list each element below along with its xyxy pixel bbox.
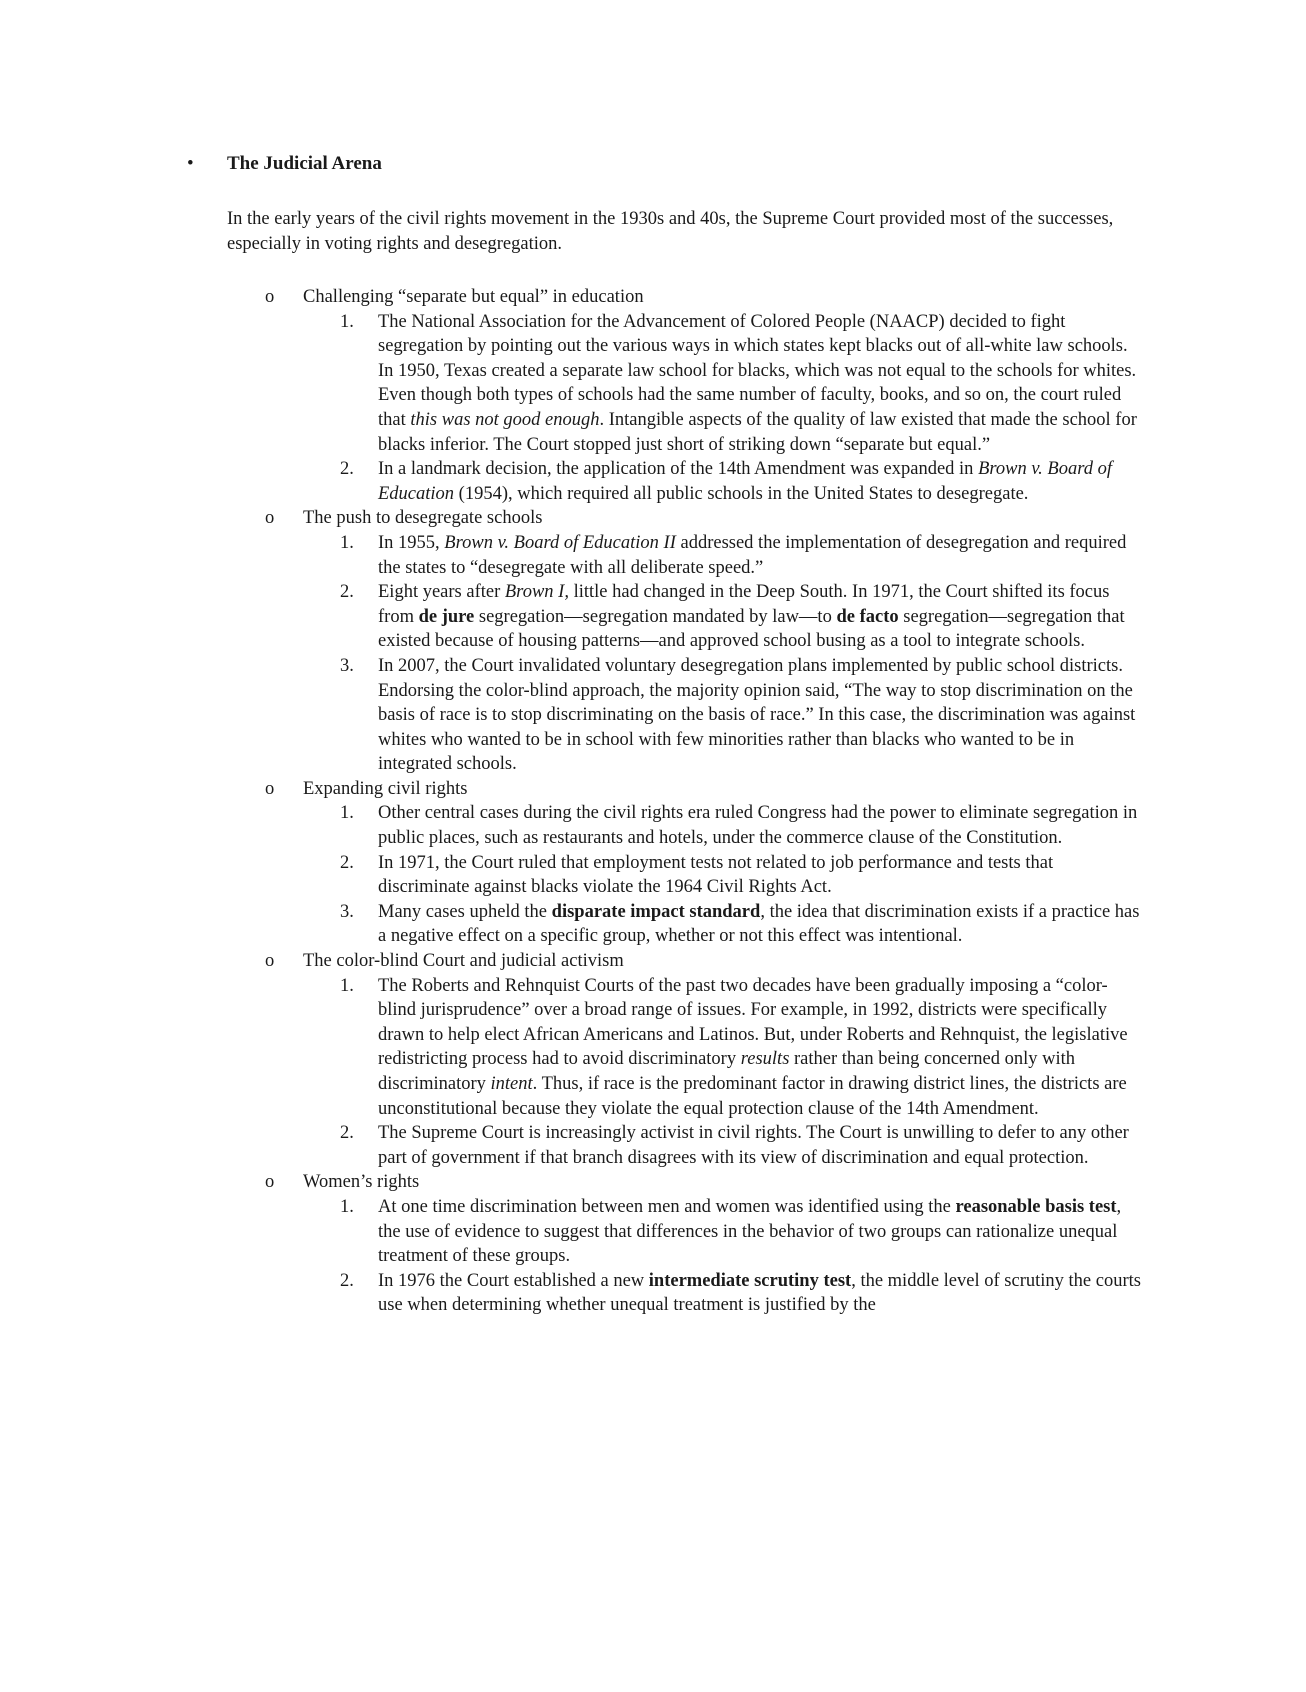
section-title	[265, 506, 1145, 531]
outline-list	[265, 285, 1145, 1318]
italic-text: Brown v. Board of Education II	[444, 532, 676, 553]
text-segment: In 2007, the Court invalidated voluntary desegregation plans implemented by public school districts. Endorsing the color-blind approach, the majority opinion said, “The way to stop discrimination on the basis of race is to stop discriminating on the basis of race.” In this case, the discrimination was against whites who wanted to be in school with few minorities rather than blacks who wanted to be in integrated schools.	[378, 655, 1136, 775]
item-number: 1.	[340, 1196, 354, 1217]
item-text	[378, 533, 1126, 578]
list-item	[265, 580, 1145, 654]
text-segment: . Thus, if race is the predominant factor in drawing district lines, the districts are unconstitutional because they violate the equal protection clause of the 14th Amendment.	[378, 1074, 1127, 1119]
circle-bullet-icon: o	[265, 951, 275, 972]
heading-title: The Judicial Arena	[227, 153, 382, 174]
item-text	[378, 656, 1135, 774]
section-title	[265, 949, 1145, 974]
item-number: 1.	[340, 311, 354, 332]
italic-text: Brown v. Board of Education	[378, 459, 1113, 504]
list-item	[265, 531, 1145, 580]
text-segment: Other central cases during the civil rights era ruled Congress had the power to eliminate segregation in public places, such as restaurants and hotels, under the commerce clause of the Constitution.	[378, 803, 1138, 849]
list-item	[265, 1121, 1145, 1170]
item-number: 2.	[340, 852, 354, 873]
numbered-list	[265, 531, 1145, 777]
item-text	[378, 582, 1125, 651]
item-number: 2.	[340, 1123, 354, 1144]
italic-text: results	[740, 1049, 790, 1070]
intro-paragraph: In the early years of the civil rights movement in the 1930s and 40s, the Supreme Court provided most of the successes, especially in voting rights and desegregation.	[227, 209, 1114, 254]
text-segment: , the middle level of scrutiny the courts use when determining whether unequal treatment is justified by the	[378, 1270, 1141, 1316]
list-item	[265, 310, 1145, 458]
item-text	[378, 1123, 1129, 1168]
section-title	[265, 285, 1145, 310]
item-text	[378, 312, 1137, 455]
bold-term: reasonable basis test	[955, 1196, 1117, 1217]
text-segment: addressed the implementation of desegregation and required the states to “desegregate with all deliberate speed.”	[378, 532, 1127, 578]
circle-bullet-icon: o	[265, 1172, 275, 1193]
circle-bullet-icon: o	[265, 778, 275, 799]
item-text	[378, 1271, 1141, 1316]
list-item	[265, 900, 1145, 949]
list-item	[265, 801, 1145, 850]
item-number: 1.	[340, 532, 354, 553]
text-segment: In 1955,	[378, 532, 445, 553]
list-item	[265, 457, 1145, 506]
item-number: 2.	[340, 582, 354, 603]
text-segment: In 1971, the Court ruled that employment tests not related to job performance and tests that discriminate against blacks violate the 1964 Civil Rights Act.	[378, 852, 1054, 898]
italic-text: Brown I,	[504, 582, 569, 603]
text-segment: segregation—segregation mandated by law—to	[474, 606, 837, 627]
bold-term: de jure	[418, 606, 475, 627]
item-number: 1.	[340, 975, 354, 996]
text-segment: Eight years after	[378, 582, 505, 603]
numbered-list	[265, 310, 1145, 507]
list-item	[265, 851, 1145, 900]
item-number: 2.	[340, 459, 354, 480]
text-segment: , the idea that discrimination exists if a practice has a negative effect on a specific group, whether or not this effect was intentional.	[378, 901, 1140, 947]
section-title	[265, 777, 1145, 802]
text-segment: , the use of evidence to suggest that differences in the behavior of two groups can rationalize unequal treatment of these groups.	[378, 1196, 1122, 1267]
bold-term: de facto	[836, 606, 899, 627]
text-segment: segregation—segregation that existed because of housing patterns—and approved school busing as a tool to integrate schools.	[378, 606, 1125, 652]
item-text	[378, 1197, 1121, 1266]
circle-bullet-icon: o	[265, 508, 275, 529]
item-text	[378, 459, 1112, 504]
outline-section	[265, 506, 1145, 777]
text-segment: In a landmark decision, the application of the 14th Amendment was expanded in	[378, 459, 979, 480]
text-segment: The National Association for the Advancement of Colored People (NAACP) decided to fight segregation by pointing out the various ways in which states kept blacks out of all-white law schools. In 1950, Texas created a separate law school for blacks, which was not equal to the schools for whites. Even though both types of schools had the same number of faculty, books, and so on, the court ruled that	[378, 311, 1137, 430]
text-segment: rather than being concerned only with discriminatory	[378, 1049, 1076, 1094]
bold-term: disparate impact standard	[551, 901, 761, 922]
list-item	[265, 1195, 1145, 1269]
outline-section	[265, 1170, 1145, 1318]
numbered-list	[265, 974, 1145, 1171]
numbered-list	[265, 801, 1145, 949]
italic-text: intent	[490, 1074, 533, 1094]
section-title	[265, 1170, 1145, 1195]
list-item	[265, 1269, 1145, 1318]
bold-term: intermediate scrutiny test	[648, 1270, 852, 1291]
outline-section	[265, 777, 1145, 949]
item-number: 3.	[340, 655, 354, 676]
text-segment: (1954), which required all public schools in the United States to desegregate.	[454, 483, 1029, 504]
item-text	[378, 902, 1139, 947]
text-segment: . Intangible aspects of the quality of law existed that made the school for blacks inferior. The Court stopped just short of striking down “separate but equal.”	[378, 409, 1137, 455]
list-item	[265, 654, 1145, 777]
section-title-text: Challenging “separate but equal” in education	[303, 287, 644, 307]
outline-section	[265, 949, 1145, 1170]
section-title-text: The push to desegregate schools	[303, 508, 543, 529]
circle-bullet-icon: o	[265, 287, 275, 307]
section-title-text: The color-blind Court and judicial activism	[303, 951, 624, 972]
text-segment: At one time discrimination between men and women was identified using the	[378, 1196, 956, 1217]
item-text	[378, 853, 1053, 898]
item-text	[378, 803, 1137, 848]
numbered-list	[265, 1195, 1145, 1318]
text-segment: Many cases upheld the	[378, 901, 552, 922]
text-segment: The Roberts and Rehnquist Courts of the past two decades have been gradually imposing a “color-blind jurisprudence” over a broad range of issues. For example, in 1992, districts were specifically drawn to help elect African Americans and Latinos. But, under Roberts and Rehnquist, the legislative redistricting process had to avoid discriminatory	[378, 975, 1128, 1070]
list-item	[265, 974, 1145, 1122]
item-number: 3.	[340, 901, 354, 922]
section-title-text: Women’s rights	[303, 1172, 420, 1193]
item-text	[378, 976, 1128, 1119]
italic-text: this was not good enough	[410, 409, 600, 430]
text-segment: The Supreme Court is increasingly activist in civil rights. The Court is unwilling to defer to any other part of government if that branch disagrees with its view of discrimination and equal protection.	[378, 1123, 1129, 1168]
bullet-icon: •	[187, 153, 194, 174]
text-segment: In 1976 the Court established a new	[378, 1270, 649, 1291]
outline-section	[265, 285, 1145, 506]
text-segment: little had changed in the Deep South. In 1971, the Court shifted its focus from	[378, 582, 1110, 627]
section-title-text: Expanding civil rights	[303, 778, 468, 799]
item-number: 2.	[340, 1270, 354, 1291]
item-number: 1.	[340, 803, 354, 824]
